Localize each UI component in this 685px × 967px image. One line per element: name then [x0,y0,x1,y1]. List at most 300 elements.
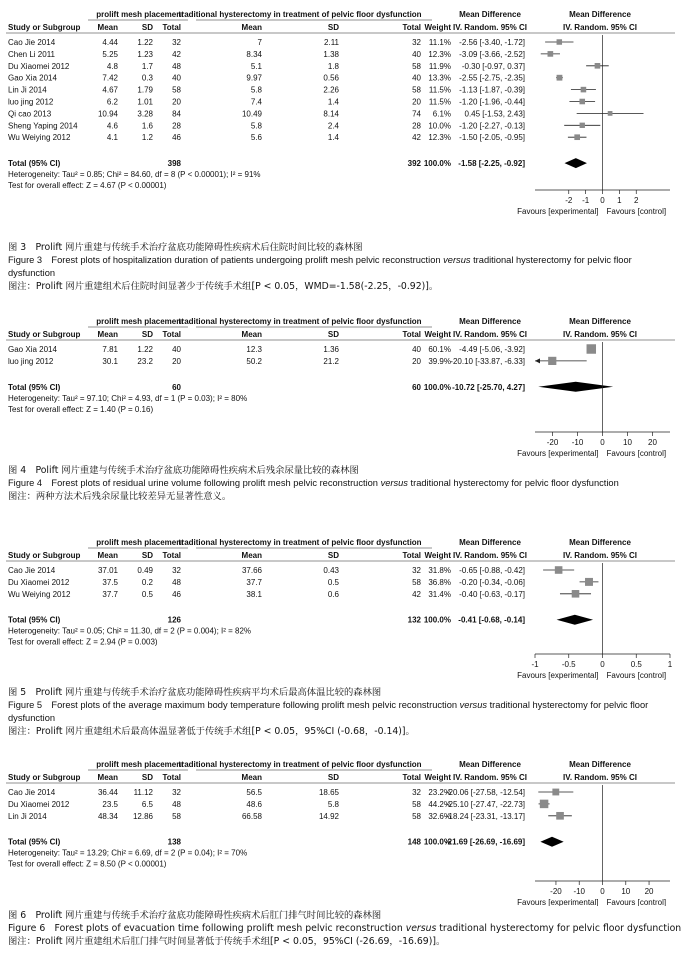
sd-1: 1.22 [137,345,153,354]
total-label: Total (95% CI) [8,382,61,392]
mean-2: 12.3 [246,345,262,354]
mean-2: 5.1 [250,61,262,71]
sd-1: 0.3 [141,73,153,83]
mean-1: 37.7 [102,589,118,599]
header-sd-1: SD [141,773,153,782]
total-1: 32 [172,788,181,797]
total-2: 58 [412,811,421,821]
weight: 31.8% [428,566,451,575]
plot-column-title: Mean Difference [569,538,631,547]
mean-1: 4.1 [106,133,118,143]
heterogeneity-text: Heterogeneity: Tau² = 0.05; Chi² = 11.30, df = 2 (P = 0.004); I² = 82% [8,626,252,636]
x-tick-label: -20 [546,438,559,447]
weight-square [595,63,601,69]
sd-2: 0.6 [327,589,339,599]
weight-square [552,789,559,796]
weight-square [580,123,585,128]
mean-2: 37.66 [241,566,262,575]
weight: 10.0% [428,121,451,131]
total-2: 20 [412,356,421,366]
header-mean-1: Mean [97,773,118,782]
mean-difference-ci: -1.13 [-1.87, -0.39] [459,85,525,95]
caption-note: 图注：Prolift 网片重建组术后最高体温显著低于传统手术组[P < 0.05，95%CI (-0.68，-0.14)]。 [8,726,415,737]
total-1: 48 [172,61,181,71]
weight-square [548,51,554,57]
forest-plot-figure-3 [0,8,685,236]
x-tick-label: 0 [600,438,605,447]
header-plot-method: IV. Random. 95% CI [563,23,637,32]
total-1: 32 [172,566,181,575]
sd-2: 5.8 [327,799,339,809]
sd-2: 1.36 [323,345,339,354]
total-2: 42 [412,133,421,143]
md-column-title: Mean Difference [459,317,521,326]
weight: 39.9% [428,356,451,366]
total-2: 40 [412,49,421,59]
total-2: 58 [412,799,421,809]
sd-1: 1.2 [141,133,153,143]
x-tick-label: -1 [531,660,539,669]
weight: 11.5% [428,85,451,95]
mean-2: 37.7 [246,577,262,587]
total-n1: 138 [167,837,181,847]
weight: 44.2% [428,799,451,809]
mean-difference-ci: -18.24 [-23.31, -13.17] [445,811,525,821]
overall-effect-text: Test for overall effect: Z = 4.67 (P < 0.00001) [8,181,167,191]
total-ci: -21.69 [-26.69, -16.69] [444,837,525,847]
total-1: 48 [172,577,181,587]
total-2: 40 [412,345,421,354]
header-total-1: Total [162,551,181,560]
mean-difference-ci: -2.55 [-2.75, -2.35] [459,73,525,83]
total-label: Total (95% CI) [8,615,61,625]
mean-1: 30.1 [102,356,118,366]
header-study: Study or Subgroup [8,773,81,782]
weight-square [555,566,563,574]
mean-difference-ci: -3.09 [-3.66, -2.52] [459,49,525,59]
weight-square [579,99,585,105]
total-n1: 126 [167,615,181,625]
x-tick-label: -10 [571,438,584,447]
header-md-method: IV. Random. 95% CI [453,330,527,339]
total-1: 84 [172,109,181,119]
total-2: 28 [412,121,421,131]
study-name: Cao Jie 2014 [8,788,56,797]
total-label: Total (95% CI) [8,837,61,847]
total-1: 32 [172,38,181,47]
total-2: 58 [412,85,421,95]
header-sd-1: SD [141,551,153,560]
weight-square [557,39,562,44]
total-2: 40 [412,73,421,83]
header-weight: Weight [424,330,451,339]
plot-column-title: Mean Difference [569,317,631,326]
header-plot-method: IV. Random. 95% CI [563,330,637,339]
weight: 12.3% [428,133,451,143]
mean-difference-ci: -0.40 [-0.63, -0.17] [459,589,525,599]
heterogeneity-text: Heterogeneity: Tau² = 97.10; Chi² = 4.93, df = 1 (P = 0.03); I² = 80% [8,393,248,403]
total-label: Total (95% CI) [8,159,61,169]
mean-2: 9.97 [246,73,262,83]
mean-1: 48.34 [97,811,118,821]
sd-2: 21.2 [323,356,339,366]
favours-experimental-label: Favours [experimental] [517,671,599,680]
total-1: 42 [172,49,181,59]
total-n1: 398 [167,159,181,169]
weight: 11.1% [428,38,451,47]
weight: 11.9% [428,61,451,71]
header-total-1: Total [162,330,181,339]
group1-title: prolift mesh placement [96,317,184,326]
sd-1: 0.5 [141,589,153,599]
plot-column-title: Mean Difference [569,760,631,769]
x-tick-label: -10 [573,887,586,896]
study-name: luo jing 2012 [8,356,54,366]
mean-difference-ci: -20.06 [-27.58, -12.54] [445,788,525,797]
figure-6-caption [8,909,682,948]
header-sd-2: SD [327,23,339,32]
caption-chinese: 图 5 Prolift 网片重建与传统手术治疗盆底功能障碍性疾病平均术后最高体温比较的森林图 [8,687,382,698]
header-weight: Weight [424,773,451,782]
x-tick-label: 0 [600,660,605,669]
total-n2: 60 [412,382,421,392]
favours-experimental-label: Favours [experimental] [517,898,599,906]
sd-1: 12.86 [132,811,153,821]
study-name: Qi cao 2013 [8,109,52,119]
favours-control-label: Favours [control] [606,671,667,680]
x-tick-label: 0.5 [630,660,642,669]
total-ci: -0.41 [-0.68, -0.14] [458,615,525,625]
mean-difference-ci: -0.20 [-0.34, -0.06] [459,577,525,587]
mean-difference-ci: -4.49 [-5.06, -3.92] [459,345,525,354]
mean-1: 7.81 [102,345,118,354]
forest-plot-svg [0,315,685,463]
group1-title: prolift mesh placement [96,760,184,769]
header-study: Study or Subgroup [8,330,81,339]
study-name: Du Xiaomei 2012 [8,799,70,809]
total-ci: -1.58 [-2.25, -0.92] [458,159,525,169]
study-name: Gao Xia 2014 [8,345,57,354]
mean-difference-ci: -1.20 [-2.27, -0.13] [459,121,525,131]
forest-plot-svg [0,536,685,686]
header-plot-method: IV. Random. 95% CI [563,773,637,782]
sd-1: 3.28 [137,109,153,119]
figure-4-caption [8,464,678,503]
mean-2: 50.2 [246,356,262,366]
caption-note: 图注：Prolift 网片重建组术后肛门排气时间显著低于传统手术组[P < 0.05，95%CI (-26.69，-16.69)]。 [8,936,446,947]
mean-2: 7.4 [250,97,262,107]
sd-2: 8.14 [323,109,339,119]
pooled-diamond [557,615,593,625]
header-mean-2: Mean [241,773,262,782]
header-md-method: IV. Random. 95% CI [453,23,527,32]
weight-square [548,357,556,365]
header-sd-2: SD [327,773,339,782]
mean-difference-ci: -20.10 [-33.87, -6.33] [450,356,525,366]
sd-2: 1.8 [327,61,339,71]
x-tick-label: -1 [582,196,590,205]
weight-square [572,590,580,598]
group2-title: traditional hysterectomy in treatment of pelvic floor dysfunction [178,760,422,769]
study-name: Sheng Yaping 2014 [8,121,78,131]
weight: 23.2% [428,788,451,797]
caption-english: Figure 4 Forest plots of residual urine volume following prolift mesh pelvic reconstruction versus traditional hysterectomy for pelvic floor dysfunction [8,478,619,488]
mean-difference-ci: -2.56 [-3.40, -1.72] [459,38,525,47]
study-name: Lin Ji 2014 [8,85,47,95]
header-total-2: Total [402,23,421,32]
header-mean-1: Mean [97,330,118,339]
total-1: 20 [172,356,181,366]
header-study: Study or Subgroup [8,23,81,32]
study-name: Wu Weiying 2012 [8,589,71,599]
sd-2: 18.65 [318,788,339,797]
total-2: 32 [412,38,421,47]
sd-2: 2.4 [327,121,339,131]
mean-2: 10.49 [241,109,262,119]
total-weight: 100.0% [423,837,451,847]
mean-difference-ci: -1.20 [-1.96, -0.44] [459,97,525,107]
sd-2: 0.43 [323,566,339,575]
caption-note: 图注：Prolift 网片重建组术后住院时间显著少于传统手术组[P < 0.05，WMD=-1.58(-2.25，-0.92)]。 [8,281,439,292]
header-md-method: IV. Random. 95% CI [453,551,527,560]
favours-experimental-label: Favours [experimental] [517,449,599,458]
weight: 32.6% [428,811,451,821]
favours-control-label: Favours [control] [606,449,667,458]
caption-english: Figure 5 Forest plots of the average maximum body temperature following prolift mesh pelvic reconstruction versus traditional hysterectomy for pelvic floor dysfunction [8,700,649,723]
weight: 6.1% [432,109,451,119]
md-column-title: Mean Difference [459,538,521,547]
caption-note: 图注：两种方法术后残余尿量比较差异无显著性意义。 [8,491,232,502]
study-name: Cao Jie 2014 [8,566,56,575]
forest-plot-svg [0,8,685,236]
forest-plot-figure-5 [0,536,685,686]
total-weight: 100.0% [423,159,451,169]
mean-difference-ci: -0.65 [-0.88, -0.42] [459,566,525,575]
weight: 13.3% [428,73,451,83]
caption-english: Figure 3 Forest plots of hospitalization duration of patients undergoing prolift mesh pelvic reconstruction versus traditional hysterectomy for pelvic floor dysfunction [8,255,632,278]
forest-plot-svg [0,758,685,906]
caption-chinese: 图 3 Prolift 网片重建与传统手术治疗盆底功能障碍性疾病术后住院时间比较的森林图 [8,242,363,253]
group2-title: traditional hysterectomy in treatment of pelvic floor dysfunction [178,317,422,326]
total-2: 42 [412,589,421,599]
header-mean-2: Mean [241,330,262,339]
header-total-1: Total [162,23,181,32]
total-2: 58 [412,577,421,587]
sd-1: 0.2 [141,577,153,587]
sd-2: 2.26 [323,85,339,95]
weight-square [608,111,613,116]
sd-2: 1.4 [327,97,339,107]
sd-1: 0.49 [137,566,153,575]
sd-1: 1.22 [137,38,153,47]
heterogeneity-text: Heterogeneity: Tau² = 0.85; Chi² = 84.60, df = 8 (P < 0.00001); I² = 91% [8,170,261,180]
forest-plot-figure-4 [0,315,685,463]
x-tick-label: 10 [623,438,632,447]
header-mean-1: Mean [97,551,118,560]
pooled-diamond [538,382,613,392]
total-1: 48 [172,799,181,809]
pooled-diamond [565,158,587,168]
total-1: 28 [172,121,181,131]
x-tick-label: 1 [667,660,673,669]
x-tick-label: 20 [648,438,657,447]
total-1: 46 [172,133,181,143]
header-study: Study or Subgroup [8,551,81,560]
group2-title: traditional hysterectomy in treatment of pelvic floor dysfunction [178,538,422,547]
weight: 60.1% [428,345,451,354]
group1-title: prolift mesh placement [96,538,184,547]
caption-chinese: 图 6 Prolift 网片重建与传统手术治疗盆底功能障碍性疾病术后肛门排气时间比较的森林图 [8,910,382,921]
x-tick-label: 1 [617,196,622,205]
favours-experimental-label: Favours [experimental] [517,207,599,216]
sd-2: 0.56 [323,73,339,83]
weight: 36.8% [428,577,451,587]
x-tick-label: -20 [550,887,562,896]
sd-1: 1.6 [141,121,153,131]
total-weight: 100.0% [423,382,451,392]
sd-2: 1.38 [323,49,339,59]
sd-1: 6.5 [141,799,153,809]
weight-square [581,87,587,93]
weight-square [587,344,596,353]
total-1: 20 [172,97,181,107]
total-n2: 132 [407,615,421,625]
caption-chinese: 图 4 Polift 网片重建与传统手术治疗盆底功能障碍性疾病术后残余尿量比较的森林图 [8,465,359,476]
mean-1: 5.25 [102,49,118,59]
study-name: Du Xiaomei 2012 [8,61,70,71]
figure-3-caption [8,241,678,293]
total-2: 20 [412,97,421,107]
mean-1: 23.5 [102,799,118,809]
mean-1: 4.6 [106,121,118,131]
figure-5-caption [8,686,678,738]
header-total-2: Total [402,773,421,782]
mean-2: 5.6 [250,133,262,143]
sd-2: 14.92 [318,811,339,821]
header-total-2: Total [402,330,421,339]
group2-title: traditional hysterectomy in treatment of pelvic floor dysfunction [178,10,422,19]
mean-1: 37.5 [102,577,118,587]
header-sd-1: SD [141,23,153,32]
total-2: 74 [412,109,421,119]
study-name: Cao Jie 2014 [8,38,56,47]
header-mean-2: Mean [241,551,262,560]
sd-1: 1.79 [137,85,153,95]
mean-1: 4.67 [102,85,118,95]
total-ci: -10.72 [-25.70, 4.27] [452,382,525,392]
group1-title: prolift mesh placement [96,10,184,19]
mean-2: 7 [257,38,262,47]
mean-1: 36.44 [97,788,118,797]
overall-effect-text: Test for overall effect: Z = 8.50 (P < 0.00001) [8,859,167,869]
total-1: 58 [172,811,181,821]
total-n1: 60 [172,382,181,392]
total-2: 58 [412,61,421,71]
mean-2: 56.5 [246,788,262,797]
total-1: 46 [172,589,181,599]
x-tick-label: 0 [600,887,605,896]
total-weight: 100.0% [423,615,451,625]
weight-square [557,75,563,81]
total-1: 40 [172,345,181,354]
heterogeneity-text: Heterogeneity: Tau² = 13.29; Chi² = 6.69, df = 2 (P = 0.04); I² = 70% [8,848,248,858]
mean-2: 48.6 [246,799,262,809]
sd-1: 23.2 [137,356,153,366]
sd-1: 11.12 [133,788,153,797]
total-1: 58 [172,85,181,95]
header-weight: Weight [424,551,451,560]
weight: 31.4% [428,589,451,599]
study-name: Du Xiaomei 2012 [8,577,70,587]
mean-difference-ci: -25.10 [-27.47, -22.73] [445,799,525,809]
md-column-title: Mean Difference [459,760,521,769]
header-mean-2: Mean [241,23,262,32]
mean-difference-ci: -0.30 [-0.97, 0.37] [461,61,525,71]
md-column-title: Mean Difference [459,10,521,19]
sd-1: 1.23 [137,49,153,59]
study-name: Gao Xia 2014 [8,73,57,83]
x-tick-label: 0 [600,196,605,205]
header-md-method: IV. Random. 95% CI [453,773,527,782]
header-total-2: Total [402,551,421,560]
mean-difference-ci: 0.45 [-1.53, 2.43] [464,109,525,119]
sd-1: 1.01 [137,97,153,107]
sd-2: 2.11 [324,38,339,47]
mean-1: 10.94 [97,109,118,119]
pooled-diamond [540,837,563,847]
mean-1: 37.01 [97,566,118,575]
overall-effect-text: Test for overall effect: Z = 1.40 (P = 0.16) [8,404,154,414]
study-name: luo jing 2012 [8,97,54,107]
mean-2: 5.8 [250,85,262,95]
study-name: Lin Ji 2014 [8,811,47,821]
header-weight: Weight [424,23,451,32]
weight-square [540,800,548,808]
total-n2: 148 [407,837,421,847]
mean-1: 4.44 [102,38,118,47]
x-tick-label: 2 [634,196,639,205]
total-2: 32 [412,566,421,575]
mean-2: 8.34 [246,49,262,59]
mean-2: 5.8 [250,121,262,131]
header-sd-1: SD [141,330,153,339]
ci-arrow [535,358,540,363]
sd-1: 1.7 [141,61,153,71]
weight: 12.3% [428,49,451,59]
header-total-1: Total [162,773,181,782]
header-sd-2: SD [327,330,339,339]
forest-plot-figure-6 [0,758,685,906]
weight-square [574,134,580,140]
favours-control-label: Favours [control] [606,898,667,906]
weight-square [585,578,593,586]
caption-english: Figure 6 Forest plots of evacuation time following prolift mesh pelvic reconstruction versus traditional hysterectomy for pelvic floor dysfunction [8,923,682,934]
mean-difference-ci: -1.50 [-2.05, -0.95] [459,133,525,143]
mean-1: 6.2 [106,97,118,107]
header-mean-1: Mean [97,23,118,32]
mean-2: 66.58 [241,811,262,821]
study-name: Chen Li 2011 [8,49,55,59]
total-2: 32 [412,788,421,797]
x-tick-label: 10 [621,887,631,896]
plot-column-title: Mean Difference [569,10,631,19]
x-tick-label: -2 [565,196,573,205]
study-name: Wu Weiying 2012 [8,133,71,143]
weight-square [556,812,564,820]
header-sd-2: SD [327,551,339,560]
total-n2: 392 [407,159,421,169]
weight: 11.5% [428,97,451,107]
